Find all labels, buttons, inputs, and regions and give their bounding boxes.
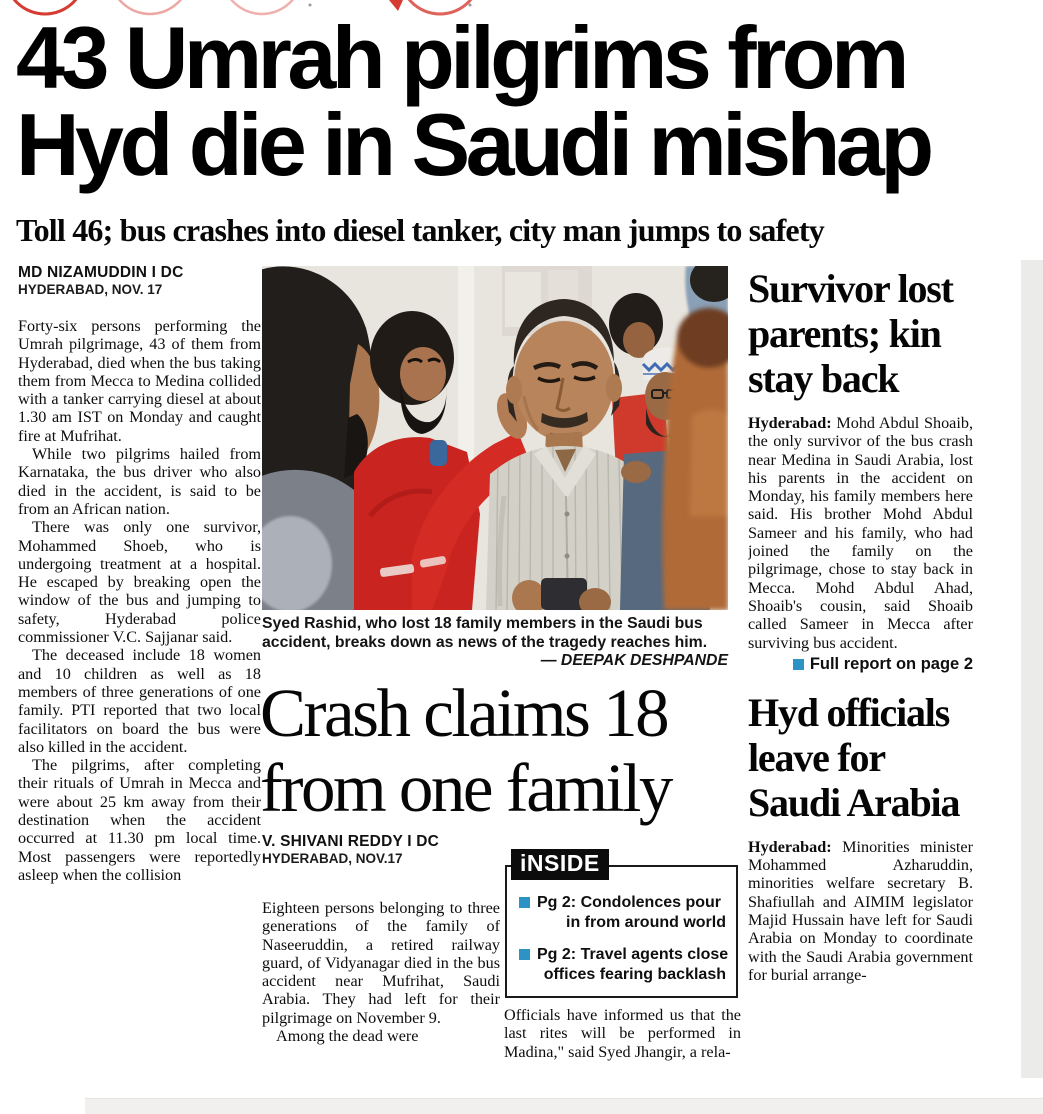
inside-item-line2: offices fearing backlash [543, 965, 726, 983]
lead-byline-block [18, 264, 261, 298]
page-edge-strip [1021, 260, 1043, 1078]
article-paragraph: The deceased include 18 women and 10 children as well as 18 members of three generations of one family. PTI reported that two local facilitators on board the bus were also killed in the accident. [18, 646, 261, 756]
inside-item-line2: in from around world [566, 913, 726, 931]
article-paragraph: There was only one survivor, Mohammed Shoeb, who is undergoing treatment at a hospital. He escaped by breaking open the window of the bus and jumping to safety, Hyderabad police commissioner V.C. Sajjanar said. [18, 518, 261, 647]
bullet-square-icon [519, 949, 530, 960]
paragraph-text: Mohd Abdul Shoaib, the only survivor of the bus crash near Medina in Saudi Arabia, lost his parents in the accident on Monday, his family members here said. His brother Mohd Abdul Sameer and his family, who had joined the family on the pilgrimage, chose to stay back in Mecca. Mohd Abdul Ahad, Shoaib's cousin, said Shoaib called Sameer in Mecca after surviving bus accident. [748, 414, 973, 652]
bullet-square-icon [793, 659, 804, 670]
inside-box-title: iNSIDE [511, 849, 609, 880]
survivor-story-headline [748, 266, 973, 401]
family-headline-line1: Crash claims 18 [260, 675, 668, 751]
article-paragraph: The pilgrims, after completing their rituals of Umrah in Mecca and were about 25 km away from their destination when the accident occurred at 11.30 pm local time. Most passengers were reportedly asleep when the collision [18, 756, 261, 884]
article-paragraph: Among the dead were [276, 1027, 419, 1046]
survivor-story-body [748, 414, 973, 652]
headline-line: Saudi Arabia [748, 779, 960, 825]
news-photo-illustration [262, 266, 728, 610]
full-report-page-ref[interactable] [748, 654, 973, 674]
page-ref-text: Full report on page 2 [809, 654, 973, 673]
bullet-square-icon [519, 897, 530, 908]
inside-box-body [505, 865, 738, 998]
family-story-col1 [262, 899, 500, 1078]
lead-headline [16, 8, 1026, 194]
inside-item-line1: Pg 2: Condolences pour [537, 894, 722, 911]
inside-box [505, 849, 738, 998]
dateline-lead-in: Hyderabad: [748, 837, 832, 856]
lead-dateline: HYDERABAD, NOV. 17 [18, 282, 163, 297]
photo-credit: — DEEPAK DESHPANDE [540, 652, 728, 670]
article-paragraph: Officials have informed us that the last rites will be performed in Madina," said Syed Jhangir, a rela- [504, 1006, 741, 1061]
family-headline-line2: from one family [260, 750, 671, 826]
headline-line: parents; kin [748, 311, 941, 356]
family-story-headline [260, 676, 742, 826]
sidebar-column [748, 262, 973, 1078]
headline-line: Hyd officials [748, 689, 950, 735]
headline-line: Survivor lost [748, 266, 953, 311]
lead-byline: MD NIZAMUDDIN I DC [18, 264, 184, 281]
photo-caption [262, 615, 728, 671]
officials-story-body [748, 838, 973, 984]
paragraph-text: Minorities minister Mohammed Azharuddin, minorities welfare secretary B. Shafiullah and AIMIM legislator Majid Hussain have left for Saudi Arabia on Monday to coordinate with the Saudi Arabia government for burial arrange- [748, 837, 973, 984]
article-paragraph: Eighteen persons belonging to three generations of the family of Naseeruddin, a retired railway guard, of Vidyanagar died in the bus accident near Mufrihat, Saudi Arabia. They had left for their pilgrimage on November 9. [262, 899, 500, 1027]
page-bottom-strip [85, 1098, 1043, 1114]
lead-headline-line1: 43 Umrah pilgrims from [16, 8, 905, 107]
family-story-col2 [504, 1006, 741, 1078]
photo-caption-text: Syed Rashid, who lost 18 family members in the Saudi bus accident, breaks down as news of the tragedy reaches him. [262, 615, 708, 651]
lead-story-column [18, 264, 261, 1078]
officials-story-headline [748, 690, 973, 825]
inside-item[interactable] [519, 893, 726, 932]
inside-item-line1: Pg 2: Travel agents close [537, 946, 729, 963]
family-byline: V. SHIVANI REDDY I DC [262, 833, 440, 850]
headline-line: leave for [748, 734, 885, 780]
lead-body [18, 317, 261, 884]
news-photo [262, 266, 728, 610]
lead-headline-line2: Hyd die in Saudi mishap [16, 95, 930, 194]
article-paragraph [748, 414, 973, 652]
lead-subheadline: Toll 46; bus crashes into diesel tanker, city man jumps to safety [16, 212, 824, 248]
family-byline-block [262, 833, 439, 867]
article-paragraph: Forty-six persons performing the Umrah pilgrimage, 43 of them from Hyderabad, died when the bus taking them from Mecca to Medina collided with a tanker carrying diesel at about 1.30 am IST on Monday and caught fire at Mufrihat. [18, 317, 261, 445]
article-paragraph [748, 838, 973, 984]
headline-line: stay back [748, 356, 899, 401]
dateline-lead-in: Hyderabad: [748, 414, 832, 432]
inside-item[interactable] [519, 945, 729, 984]
family-dateline: HYDERABAD, NOV.17 [262, 851, 403, 866]
article-paragraph: While two pilgrims hailed from Karnataka, the bus driver who also died in the accident, is said to be from an African nation. [18, 445, 261, 518]
